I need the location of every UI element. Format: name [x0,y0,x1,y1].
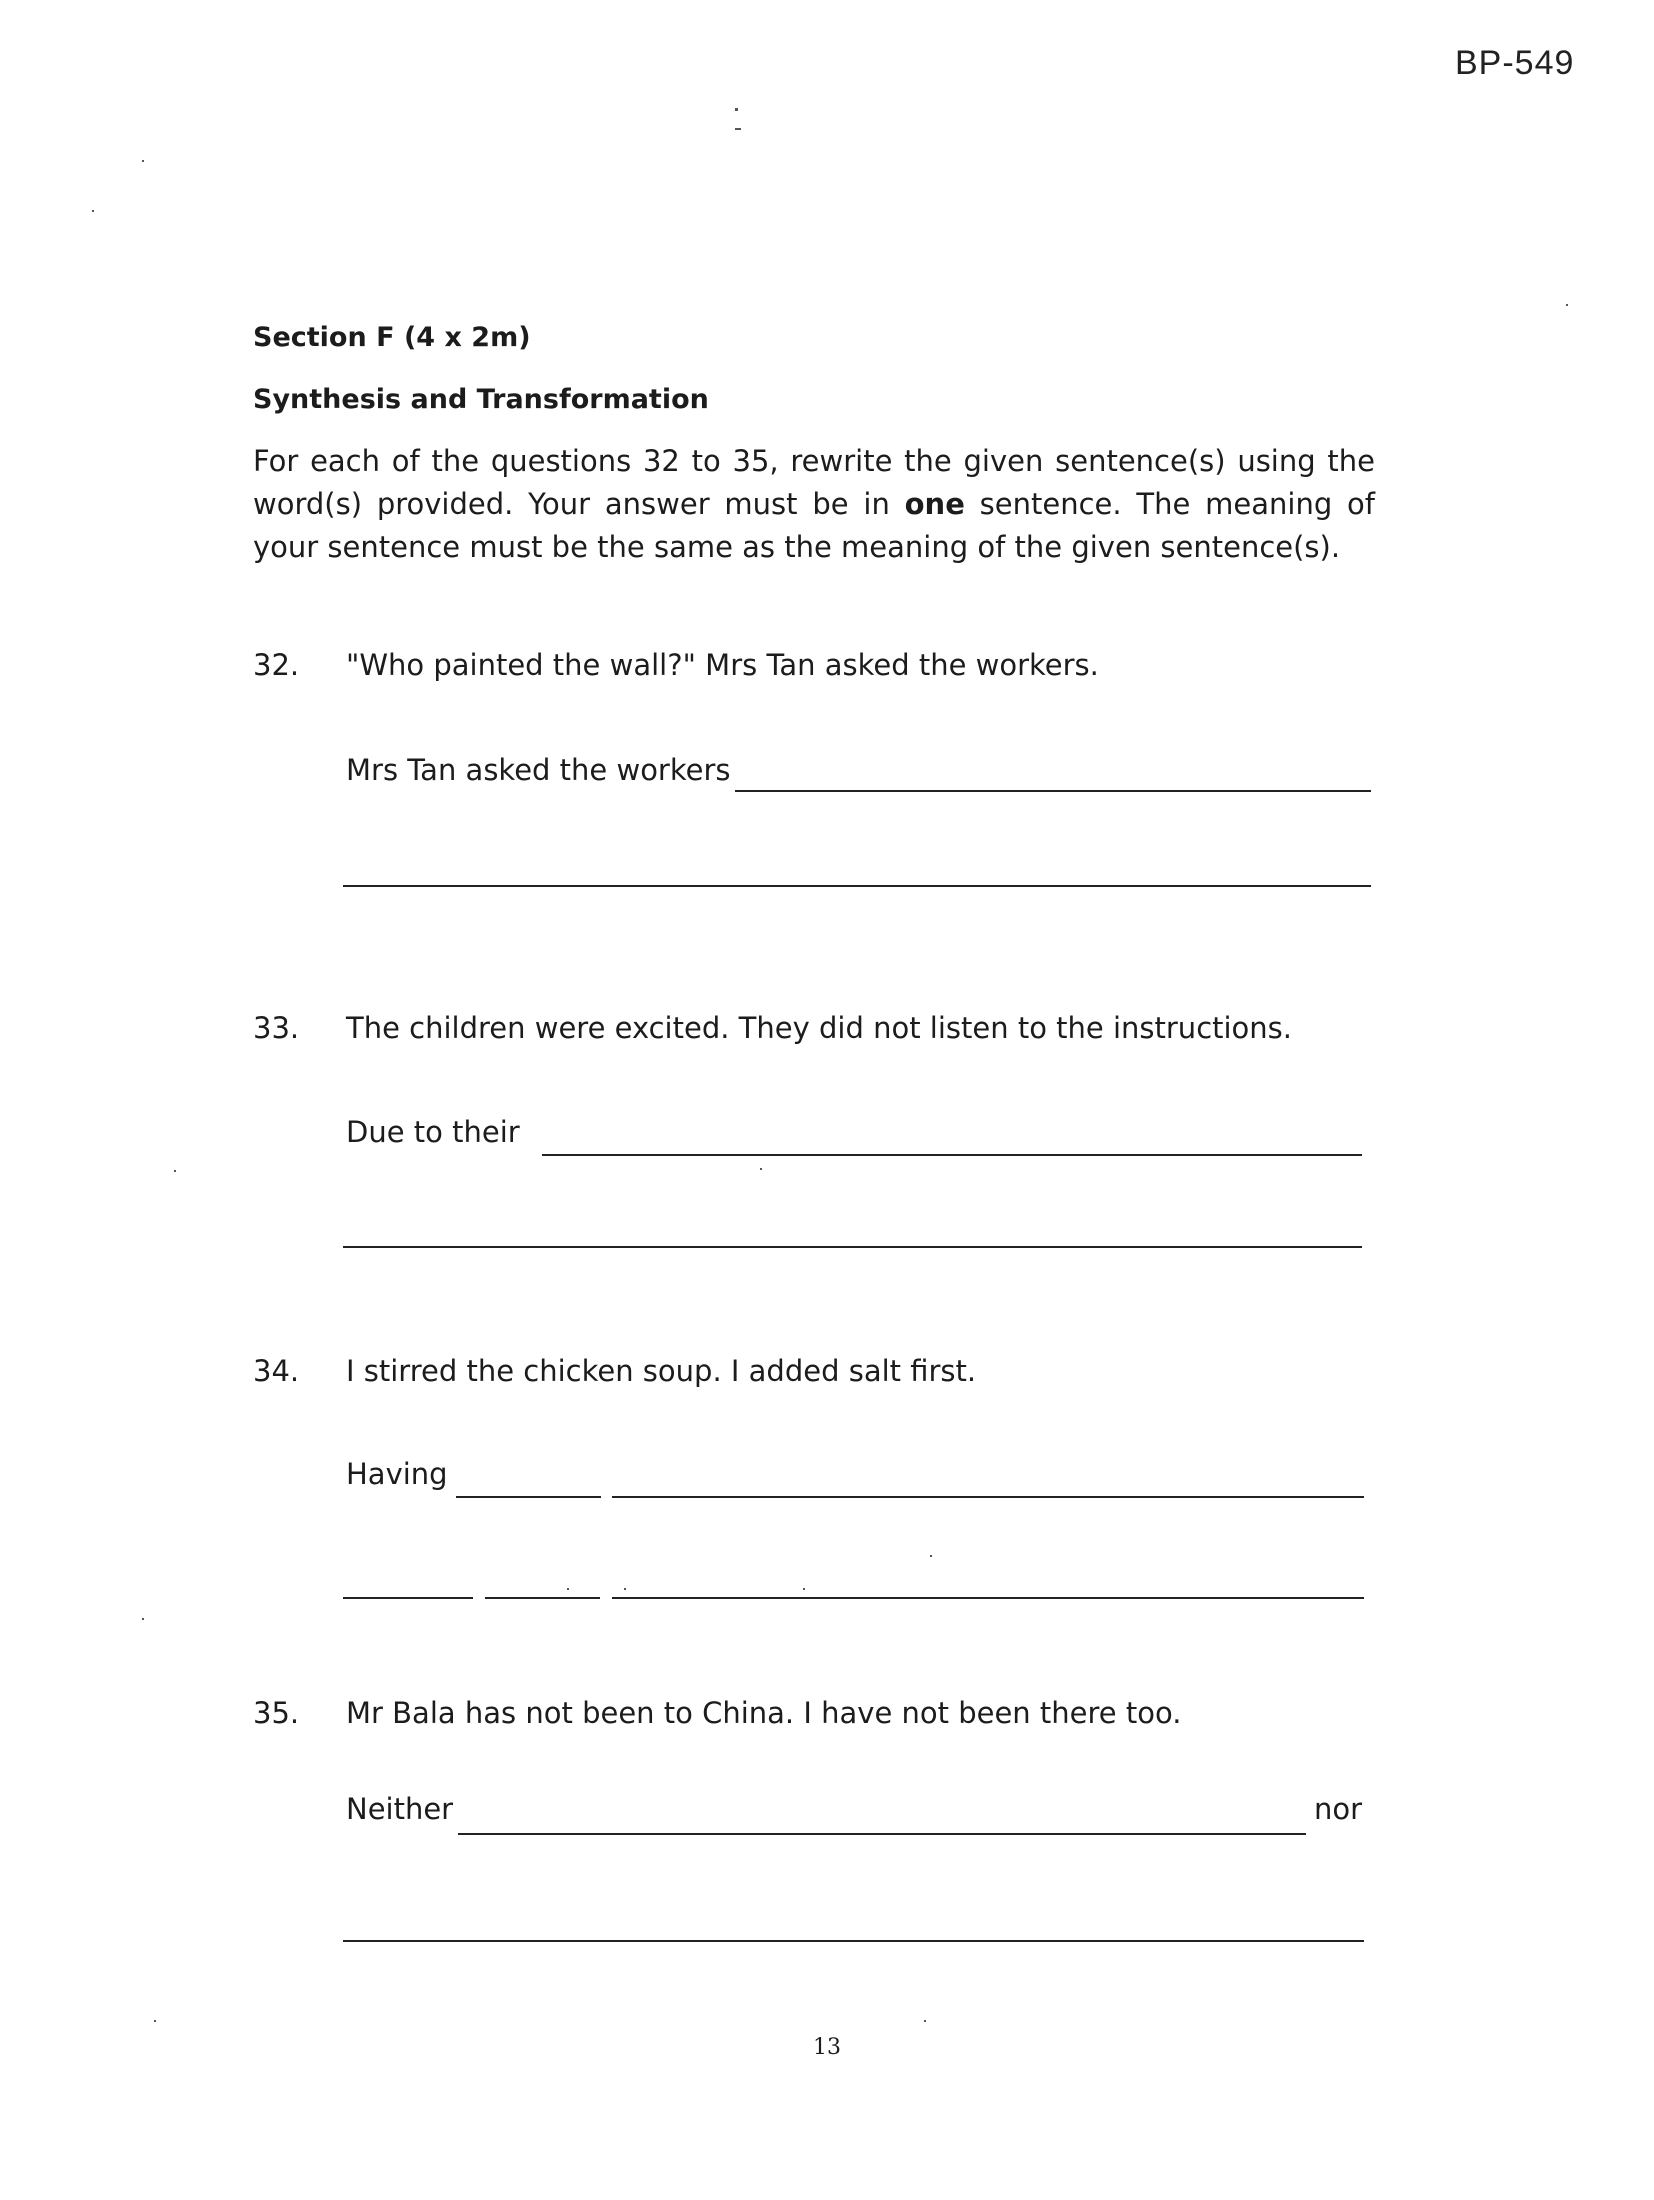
scan-speck [735,128,741,130]
scan-speck [1566,304,1568,306]
answer-line[interactable] [612,1597,1364,1599]
answer-line[interactable] [735,790,1371,792]
question-number: 34. [253,1354,300,1388]
scan-speck [174,1170,176,1172]
document-code: BP-549 [1455,44,1575,82]
scan-speck [930,1555,932,1557]
scan-speck [924,2020,926,2022]
section-title: Section F (4 x 2m) [253,322,531,353]
answer-line[interactable] [612,1496,1364,1498]
answer-line[interactable] [343,1597,473,1599]
scan-speck [142,1618,144,1620]
answer-line[interactable] [456,1496,601,1498]
scan-speck [92,210,94,212]
scan-speck [567,1588,569,1590]
instructions-text-end: sentence. The meaning of your sentence must be the same as the meaning of the given sentence(s). [253,487,1375,564]
section-subtitle: Synthesis and Transformation [253,384,709,415]
answer-line[interactable] [343,1246,1362,1248]
scan-speck [760,1168,762,1170]
answer-line[interactable] [542,1154,1362,1156]
instructions-emphasis: one [904,487,965,521]
scan-speck [735,108,738,111]
question-number: 32. [253,648,300,682]
scan-speck [624,1588,626,1590]
question-text: "Who painted the wall?" Mrs Tan asked the workers. [346,648,1099,682]
scan-speck [142,160,144,162]
answer-prompt: Mrs Tan asked the workers [346,753,731,787]
answer-prompt: Neither [346,1792,454,1826]
page-number: 13 [813,2035,841,2060]
answer-line[interactable] [343,885,1371,887]
answer-suffix: nor [1314,1792,1363,1826]
scan-speck [803,1588,805,1590]
answer-line[interactable] [343,1940,1364,1942]
answer-prompt: Due to their [346,1115,520,1149]
question-text: I stirred the chicken soup. I added salt first. [346,1354,977,1388]
question-number: 35. [253,1696,300,1730]
question-text: Mr Bala has not been to China. I have not been there too. [346,1696,1182,1730]
question-number: 33. [253,1011,300,1045]
answer-line[interactable] [458,1833,1306,1835]
instructions [253,440,1375,569]
answer-prompt: Having [346,1457,448,1491]
scan-speck [154,2020,156,2022]
answer-line[interactable] [485,1597,600,1599]
question-text: The children were excited. They did not listen to the instructions. [346,1011,1293,1045]
instructions-text: For each of the questions 32 to 35, rewrite the given sentence(s) using the word(s) provided. Your answer must be in [253,444,1375,521]
